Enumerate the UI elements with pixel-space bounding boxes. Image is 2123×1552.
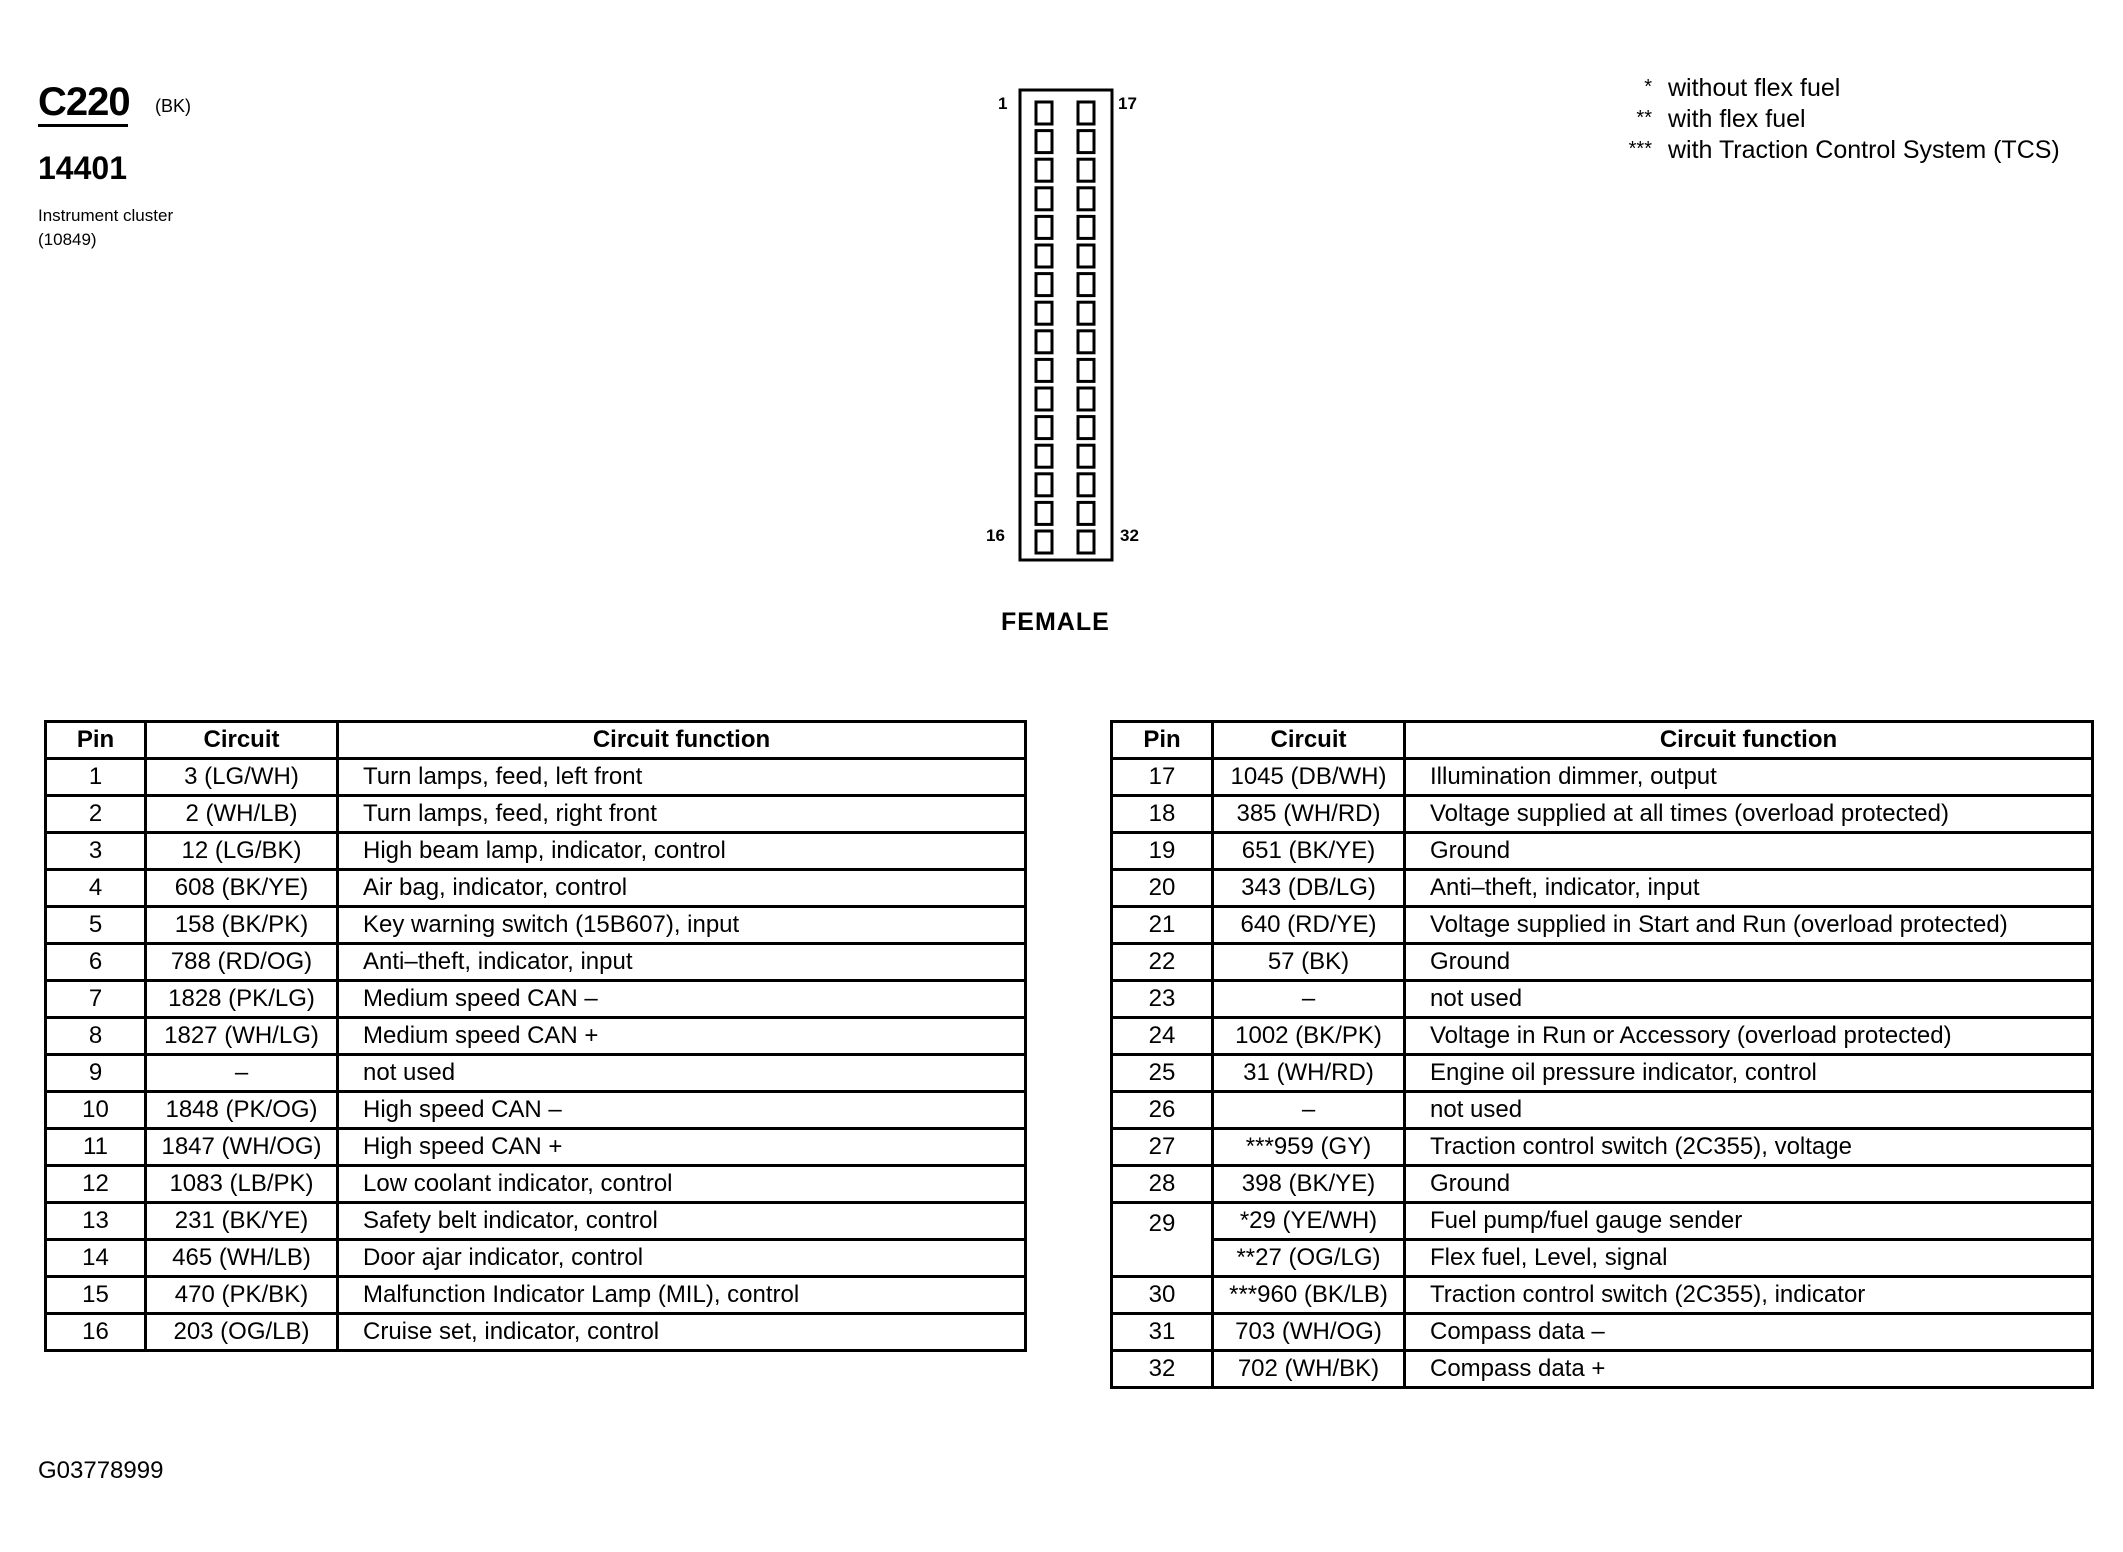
pin-cavity [1036, 417, 1052, 439]
connector-face-diagram [986, 88, 1166, 568]
circuit-cell: 1827 (WH/LG) [146, 1018, 338, 1055]
pin-cavity [1078, 159, 1094, 181]
function-cell: High speed CAN + [338, 1129, 1026, 1166]
circuit-cell: 1045 (DB/WH) [1213, 759, 1405, 796]
circuit-cell: 1847 (WH/OG) [146, 1129, 338, 1166]
function-cell: Turn lamps, feed, right front [338, 796, 1026, 833]
pin-cell: 17 [1112, 759, 1213, 796]
pin-cell: 28 [1112, 1166, 1213, 1203]
function-cell: Ground [1405, 1166, 2093, 1203]
pin-table-right [1110, 720, 2094, 1389]
function-cell: Voltage supplied at all times (overload protected) [1405, 796, 2093, 833]
function-cell: Compass data – [1405, 1314, 2093, 1351]
table-row [1112, 944, 2093, 981]
table-row [46, 907, 1026, 944]
function-cell: Voltage in Run or Accessory (overload protected) [1405, 1018, 2093, 1055]
pin-cavity [1036, 445, 1052, 467]
legend-text: with Traction Control System (TCS) [1668, 136, 2060, 164]
table-row [46, 1055, 1026, 1092]
function-cell: Safety belt indicator, control [338, 1203, 1026, 1240]
table-row [46, 1018, 1026, 1055]
pin-cavity [1078, 245, 1094, 267]
column-header-circuit: Circuit [146, 722, 338, 759]
table-row [1112, 981, 2093, 1018]
table-row [46, 1240, 1026, 1277]
pin-cell: 4 [46, 870, 146, 907]
pin-cavity [1078, 274, 1094, 296]
table-row [46, 833, 1026, 870]
legend-symbol: * [1644, 76, 1652, 98]
circuit-cell: 2 (WH/LB) [146, 796, 338, 833]
pin-cavity [1036, 131, 1052, 153]
column-header-circuit: Circuit [1213, 722, 1405, 759]
function-cell: Flex fuel, Level, signal [1405, 1240, 2093, 1277]
pin-cavity [1078, 388, 1094, 410]
circuit-cell: 158 (BK/PK) [146, 907, 338, 944]
pin-cell: 32 [1112, 1351, 1213, 1388]
table-row [46, 1203, 1026, 1240]
pin-label-bottom-right: 32 [1120, 526, 1139, 545]
pin-cell: 10 [46, 1092, 146, 1129]
function-cell: Low coolant indicator, control [338, 1166, 1026, 1203]
pin-cavity [1078, 102, 1094, 124]
function-cell: Key warning switch (15B607), input [338, 907, 1026, 944]
pin-cell: 5 [46, 907, 146, 944]
circuit-cell: 3 (LG/WH) [146, 759, 338, 796]
table-row [46, 1092, 1026, 1129]
pin-cavity [1036, 359, 1052, 381]
pin-cavity [1078, 502, 1094, 524]
circuit-cell: 651 (BK/YE) [1213, 833, 1405, 870]
function-cell: Medium speed CAN – [338, 981, 1026, 1018]
connector-id: C220 [38, 80, 130, 124]
pin-cell: 21 [1112, 907, 1213, 944]
figure-id: G03778999 [38, 1457, 164, 1484]
table-header-row [46, 722, 1026, 759]
function-cell: Ground [1405, 944, 2093, 981]
circuit-cell: 1828 (PK/LG) [146, 981, 338, 1018]
pin-cell: 7 [46, 981, 146, 1018]
legend-text: with flex fuel [1668, 105, 1806, 133]
pin-cell: 13 [46, 1203, 146, 1240]
function-cell: Anti–theft, indicator, input [338, 944, 1026, 981]
function-cell: High speed CAN – [338, 1092, 1026, 1129]
pin-cell: 16 [46, 1314, 146, 1351]
function-cell: Voltage supplied in Start and Run (overload protected) [1405, 907, 2093, 944]
pin-cell: 29 [1112, 1203, 1213, 1277]
pin-cell: 26 [1112, 1092, 1213, 1129]
pin-cavity [1036, 388, 1052, 410]
pin-cavity [1036, 245, 1052, 267]
circuit-cell: – [146, 1055, 338, 1092]
function-cell: Anti–theft, indicator, input [1405, 870, 2093, 907]
legend-text: without flex fuel [1668, 74, 1841, 102]
pin-cavity [1078, 417, 1094, 439]
table-row [46, 1314, 1026, 1351]
pin-label-bottom-left: 16 [986, 526, 1005, 545]
circuit-cell: 57 (BK) [1213, 944, 1405, 981]
column-header-pin: Pin [1112, 722, 1213, 759]
table-row [1112, 1240, 2093, 1277]
function-cell: not used [1405, 1092, 2093, 1129]
pin-cell: 25 [1112, 1055, 1213, 1092]
function-cell: Traction control switch (2C355), indicator [1405, 1277, 2093, 1314]
table-row [1112, 907, 2093, 944]
component-name [38, 204, 173, 252]
connector-body [1016, 88, 1116, 564]
table-row [1112, 1277, 2093, 1314]
function-cell: Traction control switch (2C355), voltage [1405, 1129, 2093, 1166]
table-row [1112, 833, 2093, 870]
circuit-cell: – [1213, 981, 1405, 1018]
function-cell: Medium speed CAN + [338, 1018, 1026, 1055]
function-cell: not used [338, 1055, 1026, 1092]
connector-gender-label: FEMALE [1001, 608, 1110, 636]
pin-cell: 31 [1112, 1314, 1213, 1351]
circuit-cell: 398 (BK/YE) [1213, 1166, 1405, 1203]
table-row [46, 870, 1026, 907]
component-name-line: Instrument cluster [38, 206, 174, 225]
circuit-cell: *29 (YE/WH) [1213, 1203, 1405, 1240]
function-cell: Compass data + [1405, 1351, 2093, 1388]
pin-cavity [1036, 531, 1052, 553]
pin-cell: 2 [46, 796, 146, 833]
table-header-row [1112, 722, 2093, 759]
legend-symbol: *** [1628, 138, 1652, 160]
component-number-line: (10849) [38, 230, 97, 249]
circuit-cell: 1083 (LB/PK) [146, 1166, 338, 1203]
function-cell: Malfunction Indicator Lamp (MIL), control [338, 1277, 1026, 1314]
table-row [1112, 1129, 2093, 1166]
pin-cell: 14 [46, 1240, 146, 1277]
column-header-function: Circuit function [338, 722, 1026, 759]
pin-cell: 3 [46, 833, 146, 870]
table-row [1112, 1351, 2093, 1388]
circuit-cell: 608 (BK/YE) [146, 870, 338, 907]
table-row [46, 759, 1026, 796]
function-cell: Engine oil pressure indicator, control [1405, 1055, 2093, 1092]
pin-label-top-right: 17 [1118, 94, 1137, 113]
function-cell: Ground [1405, 833, 2093, 870]
circuit-cell: 788 (RD/OG) [146, 944, 338, 981]
pin-cell: 20 [1112, 870, 1213, 907]
function-cell: not used [1405, 981, 2093, 1018]
pin-cavity [1078, 445, 1094, 467]
table-row [1112, 1092, 2093, 1129]
circuit-cell: 203 (OG/LB) [146, 1314, 338, 1351]
pin-cell: 30 [1112, 1277, 1213, 1314]
pin-cell: 22 [1112, 944, 1213, 981]
column-header-pin: Pin [46, 722, 146, 759]
circuit-cell: 12 (LG/BK) [146, 833, 338, 870]
pin-cell: 27 [1112, 1129, 1213, 1166]
circuit-cell: 1002 (BK/PK) [1213, 1018, 1405, 1055]
pin-label-top-left: 1 [998, 94, 1008, 113]
circuit-cell: ***959 (GY) [1213, 1129, 1405, 1166]
pin-cavity [1036, 274, 1052, 296]
pin-cavity [1078, 216, 1094, 238]
circuit-cell: **27 (OG/LG) [1213, 1240, 1405, 1277]
circuit-cell: 1848 (PK/OG) [146, 1092, 338, 1129]
table-row [46, 981, 1026, 1018]
table-row [46, 1129, 1026, 1166]
function-cell: Turn lamps, feed, left front [338, 759, 1026, 796]
function-cell: High beam lamp, indicator, control [338, 833, 1026, 870]
circuit-cell: 465 (WH/LB) [146, 1240, 338, 1277]
circuit-cell: 385 (WH/RD) [1213, 796, 1405, 833]
pin-cavity [1036, 102, 1052, 124]
connector-id-underline [38, 124, 128, 127]
legend-symbol: ** [1636, 107, 1652, 129]
pin-table-left [44, 720, 1027, 1352]
table-row [1112, 1314, 2093, 1351]
circuit-cell: 470 (PK/BK) [146, 1277, 338, 1314]
table-row [46, 1166, 1026, 1203]
pin-cell: 9 [46, 1055, 146, 1092]
pin-cell: 11 [46, 1129, 146, 1166]
pin-cell: 12 [46, 1166, 146, 1203]
table-row [1112, 1203, 2093, 1240]
pin-cell: 19 [1112, 833, 1213, 870]
function-cell: Cruise set, indicator, control [338, 1314, 1026, 1351]
table-row [46, 796, 1026, 833]
pin-cavity [1036, 502, 1052, 524]
table-row [1112, 759, 2093, 796]
circuit-cell: 31 (WH/RD) [1213, 1055, 1405, 1092]
circuit-cell: ***960 (BK/LB) [1213, 1277, 1405, 1314]
pin-cell: 8 [46, 1018, 146, 1055]
part-number: 14401 [38, 150, 127, 186]
pin-cavity [1078, 474, 1094, 496]
pin-cavity [1078, 188, 1094, 210]
pin-cavity [1078, 359, 1094, 381]
circuit-cell: 640 (RD/YE) [1213, 907, 1405, 944]
pin-cell: 15 [46, 1277, 146, 1314]
pin-cell: 24 [1112, 1018, 1213, 1055]
table-row [46, 944, 1026, 981]
function-cell: Illumination dimmer, output [1405, 759, 2093, 796]
pin-cavity [1078, 531, 1094, 553]
pin-cell: 18 [1112, 796, 1213, 833]
connector-color: (BK) [155, 96, 191, 116]
pin-cavity [1078, 131, 1094, 153]
table-row [46, 1277, 1026, 1314]
table-row [1112, 1018, 2093, 1055]
pin-cavity [1036, 188, 1052, 210]
function-cell: Door ajar indicator, control [338, 1240, 1026, 1277]
pin-cell: 6 [46, 944, 146, 981]
column-header-function: Circuit function [1405, 722, 2093, 759]
circuit-cell: 702 (WH/BK) [1213, 1351, 1405, 1388]
table-row [1112, 1166, 2093, 1203]
table-row [1112, 796, 2093, 833]
function-cell: Air bag, indicator, control [338, 870, 1026, 907]
circuit-cell: 343 (DB/LG) [1213, 870, 1405, 907]
circuit-cell: 231 (BK/YE) [146, 1203, 338, 1240]
table-row [1112, 1055, 2093, 1092]
pin-cavity [1036, 331, 1052, 353]
pin-cell: 1 [46, 759, 146, 796]
pin-cavity [1036, 216, 1052, 238]
function-cell: Fuel pump/fuel gauge sender [1405, 1203, 2093, 1240]
pin-cavity [1078, 331, 1094, 353]
circuit-cell: 703 (WH/OG) [1213, 1314, 1405, 1351]
pin-cavity [1036, 474, 1052, 496]
circuit-cell: – [1213, 1092, 1405, 1129]
pin-cell: 23 [1112, 981, 1213, 1018]
table-row [1112, 870, 2093, 907]
pin-cavity [1036, 159, 1052, 181]
pin-cavity [1036, 302, 1052, 324]
pin-cavity [1078, 302, 1094, 324]
